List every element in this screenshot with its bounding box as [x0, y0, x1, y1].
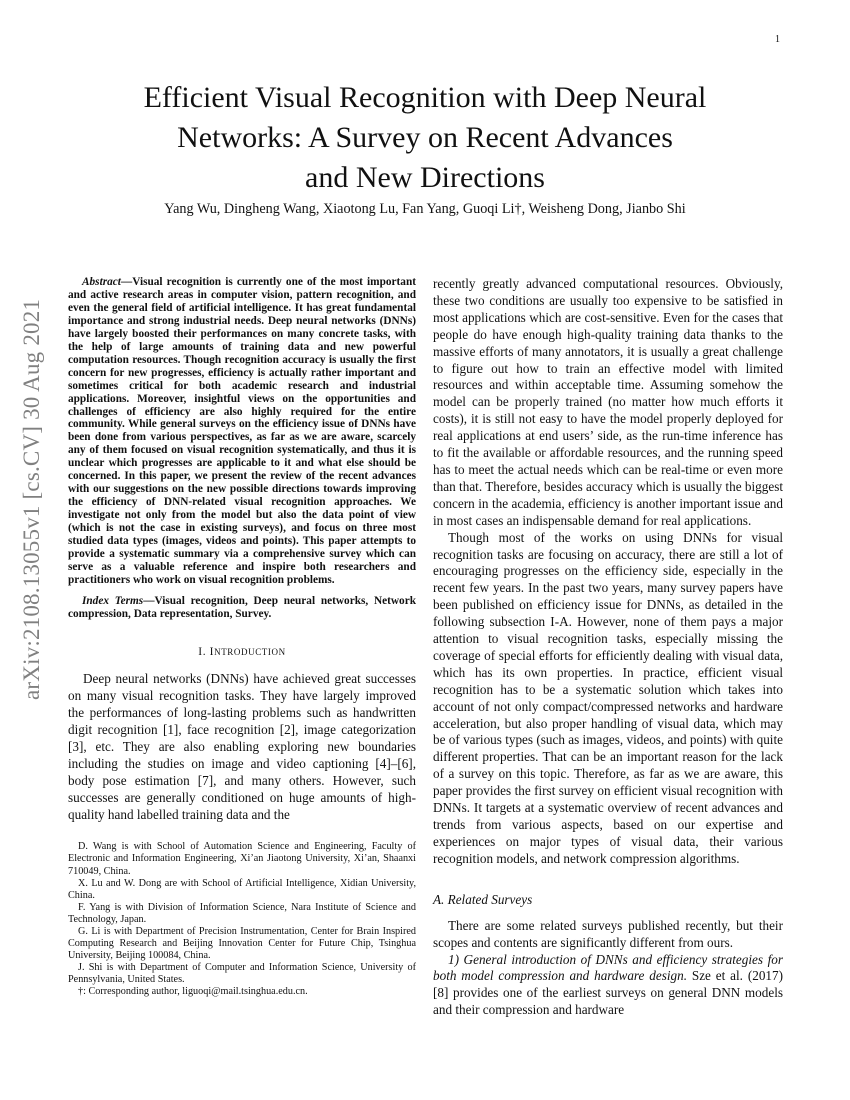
footnotes: [68, 841, 416, 998]
index-terms-text: —Visual recognition, Deep neural networks, Network compression, Data representation, Survey.: [68, 594, 416, 621]
index-terms: [68, 595, 416, 621]
body-paragraph: [433, 952, 783, 1020]
subsection-heading-related-surveys: A. Related Surveys: [433, 891, 533, 907]
right-column: [433, 276, 783, 1019]
paper-title: [90, 78, 760, 198]
footnote: J. Shi is with Department of Computer and Information Science, University of Pennsylvania, United States.: [68, 961, 416, 985]
footnote: G. Li is with Department of Precision Instrumentation, Center for Brain Inspired Computing Research and Beijing Innovation Center for Future Chip, Tsinghua University, Beijing 100084, China.: [68, 925, 416, 961]
abstract: [68, 276, 416, 587]
body-paragraph: Though most of the works on using DNNs for visual recognition tasks are focusing on accuracy, there are still a lot of encouraging progresses on the efficiency side, especially in the recent few years. In the past two years, many survey papers have been published on efficiency issue for DNNs, as detailed in the following subsection I-A. However, none of them pays a major attention to visual recognition tasks, especially missing the coverage of special efforts for efficiently dealing with visual data, which has its own properties. In practice, efficient visual recognition has to be a systematic solution which takes into account of not only compact/compressed networks and hardware acceleration, but also proper handling of visual data, which may be of various types (such as images, videos, and points) with quite different properties. That can be an important reason for the lack of a survey on this topic. Therefore, as far as we are aware, this paper provides the first survey on efficient visual recognition with DNNs. It targets at a systematic overview of recent advances and trends from various aspects, based on our expertise and experiences on major types of visual data, their various recognition models, and network compression algorithms.: [433, 529, 783, 866]
title-line-2: Networks: A Survey on Recent Advances: [177, 121, 673, 154]
intro-paragraph: Deep neural networks (DNNs) have achieved great successes on many visual recognition tasks. They have largely improved the performances of long-lasting problems such as handwritten digit recognition [1], face recognition [2], image categorization [3], etc. They are also enabling exploring new boundaries including the studies on image and video captioning [4]–[6], body pose estimation [7], and many others. However, such successes are generally conditioned on huge amounts of high-quality hand labelled training data and the: [68, 671, 416, 822]
title-line-3: and New Directions: [305, 161, 545, 194]
index-terms-label: Index Terms: [82, 594, 144, 607]
abstract-label: Abstract: [82, 276, 121, 288]
footnote: D. Wang is with School of Automation Science and Engineering, Faculty of Electronic and Information Engineering, Xi’an Jiaotong University, Xi’an, Shaanxi 710049, China.: [68, 841, 416, 877]
footnote: X. Lu and W. Dong are with School of Artificial Intelligence, Xidian University, China.: [68, 877, 416, 901]
arxiv-identifier: arXiv:2108.13055v1 [cs.CV] 30 Aug 2021: [19, 298, 44, 700]
body-paragraph: recently greatly advanced computational resources. Obviously, these two conditions are usually too expensive to be satisfied in most applications which are cost-sensitive. Even for the cases that people do have enough high-quality training data thanks to the massive efforts of many annotators, it is usually a great challenge to figure out how to train an effective model with limited resources and within acceptable time. Assuming somehow the model can be properly trained (no matter how much efforts it costs), it is still not easy to have the model properly deployed for real applications at end users’ side, as the run-time inference has to fit the available or affordable resources, and the running speed has to meet the actual needs which can be real-time or even more than that. Therefore, besides accuracy which is usually the biggest concern in the academia, efficiency is another important issue and in most cases an indispensable demand for real applications.: [433, 276, 783, 528]
footnote: F. Yang is with Division of Information Science, Nara Institute of Science and Technology, Japan.: [68, 901, 416, 925]
page-number: 1: [775, 34, 780, 45]
subsubsection-lead: 1) General introduction of DNNs and efficiency strategies for both model compression and hardware design.: [433, 951, 783, 984]
author-list: Yang Wu, Dingheng Wang, Xiaotong Lu, Fan Yang, Guoqi Li†, Weisheng Dong, Jianbo Shi: [164, 201, 686, 217]
left-column: [68, 276, 416, 998]
body-paragraph-text: Sze et al. (2017) [8] provides one of the earliest surveys on general DNN models and their compression and hardware: [433, 968, 783, 1018]
section-heading-introduction: I. INTRODUCTION: [198, 646, 286, 659]
abstract-text: —Visual recognition is currently one of the most important and active research areas in computer vision, pattern recognition, and even the general field of artificial intelligence. It has great fundamental importance and strong industrial needs. Deep neural networks (DNNs) have largely boosted their performances on many concrete tasks, with the help of large amounts of training data and new powerful computation resources. Though recognition accuracy is usually the first concern for new progresses, efficiency is actually rather important and sometimes critical for both academic research and industrial applications. Moreover, insightful views on the opportunities and challenges of efficiency are also highly required for the entire community. While general surveys on the efficiency issue of DNNs have been done from various perspectives, as far as we are aware, scarcely any of them focused on visual recognition systematically, and thus it is unclear which progresses are applicable to it and what else should be concerned. In this paper, we present the review of the recent advances with our suggestions on the new possible directions towards improving the efficiency of DNN-related visual recognition approaches. We investigate not only from the model but also the data point of view (which is not the case in existing surveys), and focus on three most studied data types (images, videos and points). This paper attempts to provide a systematic summary via a comprehensive survey which can serve as a valuable reference and inspire both researchers and practitioners who work on visual recognition problems.: [68, 276, 416, 586]
body-paragraph: There are some related surveys published recently, but their scopes and contents are significantly different from ours.: [433, 917, 783, 950]
title-line-1: Efficient Visual Recognition with Deep Neural: [143, 81, 707, 114]
footnote: †: Corresponding author, liguoqi@mail.tsinghua.edu.cn.: [78, 986, 308, 997]
